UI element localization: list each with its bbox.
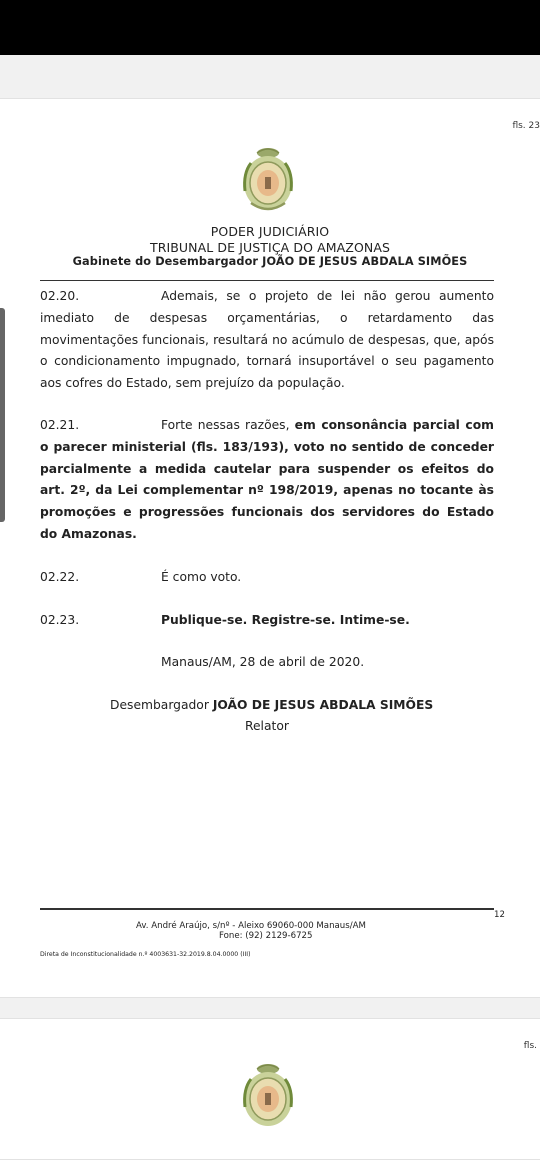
court-emblem-icon [237,143,299,215]
folio-number: fls. 23 [512,121,540,131]
paragraph-02-22-number: 02.22. [40,570,80,584]
paragraph-02-23-text: Publique-se. Registre-se. Intime-se. [161,613,410,627]
document-page-next [0,1018,540,1160]
status-bar [0,0,540,55]
footer-case-reference: Direta de Inconstitucionalidade n.º 4003631-32.2019.8.04.0000 (III) [40,951,251,958]
date-line: Manaus/AM, 28 de abril de 2020. [161,655,365,669]
footer-divider [40,908,494,910]
court-emblem-icon [237,1059,299,1131]
paragraph-02-20: 02.20. Ademais, se o projeto de lei não gerou aumento imediato de despesas orçamentárias, o retardamento das movimentações funcionais, resultará no acúmulo de despesas, que, após o condicionamento impugnado, tornará insuportável o seu pagamento aos cofres do Estado, sem prejuízo da população. [40,289,494,391]
paragraph-02-21: 02.21. Forte nessas razões, em consonância parcial com o parecer ministerial (fls. 183/193), voto no sentido de conceder parcialmente a medida cautelar para suspender os efeitos do art. 2º, da Lei complementar nº 198/2019, apenas no tocante às promoções e progressões funcionais dos servidores do Estado do Amazonas. [40,418,494,541]
signature-line: Desembargador JOÃO DE JESUS ABDALA SIMÕES [110,698,434,712]
footer-address: Av. André Araújo, s/nº - Aleixo 69060-000 Manaus/AM [136,921,366,931]
paragraph-02-22-text: É como voto. [161,570,242,584]
footer-phone: Fone: (92) 2129-6725 [219,931,313,941]
header-line-2: TRIBUNAL DE JUSTIÇA DO AMAZONAS [149,240,391,255]
footer-page-number: 12 [494,910,505,920]
folio-number-next: fls. [523,1041,537,1051]
signature-role: Relator [245,719,289,733]
header-divider [40,280,494,281]
scrollbar-handle[interactable] [0,308,5,522]
document-page [0,98,540,998]
paragraph-02-23-number: 02.23. [40,613,80,627]
header-line-3: Gabinete do Desembargador JOÃO DE JESUS ABDALA SIMÕES [72,255,468,268]
header-line-1: PODER JUDICIÁRIO [210,224,330,239]
